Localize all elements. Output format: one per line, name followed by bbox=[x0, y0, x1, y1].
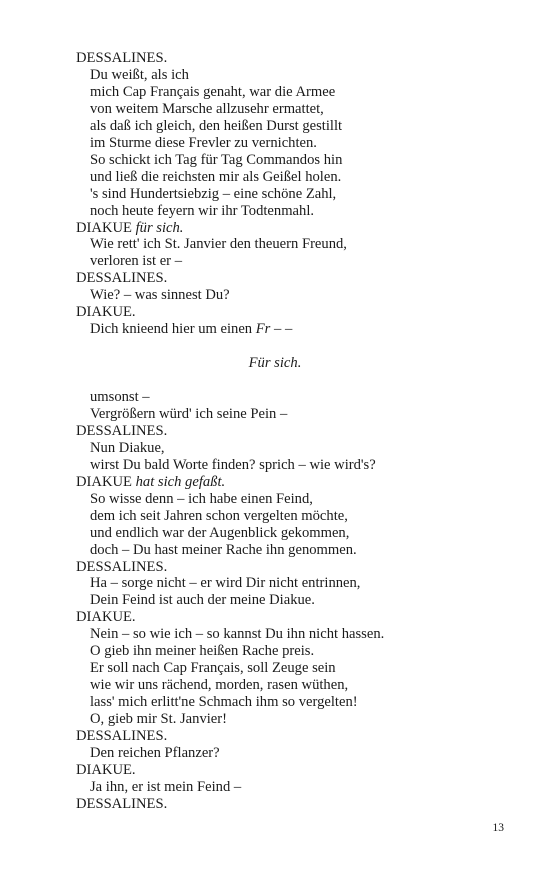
verse-line bbox=[90, 457, 376, 474]
line-text: So schickt ich Tag für Tag Commandos hin bbox=[90, 151, 343, 168]
line-text: DESSALINES. bbox=[76, 422, 168, 439]
line-text: O gieb ihn meiner heißen Rache preis. bbox=[90, 643, 315, 660]
verse-line bbox=[90, 67, 189, 84]
verse-line bbox=[90, 643, 314, 660]
line-text: dem ich seit Jahren schon vergelten möchte, bbox=[90, 507, 348, 524]
line-text: noch heute feyern wir ihr Todtenmahl. bbox=[90, 202, 315, 219]
line-text: Den reichen Pflanzer? bbox=[90, 744, 220, 761]
line-text: verloren ist er – bbox=[90, 253, 182, 270]
line-text: DESSALINES. bbox=[76, 50, 168, 66]
line-text: Ha – sorge nicht – er wird Dir nicht entrinnen, bbox=[90, 575, 361, 592]
verse-line bbox=[90, 169, 341, 186]
verse-line bbox=[90, 592, 315, 609]
line-text: und endlich war der Augenblick gekommen, bbox=[90, 524, 350, 541]
line-text: DESSALINES. bbox=[76, 270, 168, 287]
line-text: DESSALINES. bbox=[76, 558, 168, 575]
line-text: Ja ihn, er ist mein Feind – bbox=[90, 778, 242, 795]
verse-line bbox=[90, 525, 349, 542]
line-text: DIAKUE. bbox=[76, 609, 136, 626]
verse-line bbox=[90, 118, 342, 135]
line-text: im Sturme diese Frevler zu vernichten. bbox=[90, 134, 317, 151]
line-text: – – bbox=[270, 321, 293, 338]
line-text: wirst Du bald Worte finden? sprich – wie wird's? bbox=[90, 456, 376, 473]
verse-line bbox=[90, 626, 384, 643]
line-text: DIAKUE. bbox=[76, 304, 136, 321]
italic-text: Fr bbox=[255, 321, 271, 338]
line-text: DIAKUE. bbox=[76, 761, 136, 778]
verse-line bbox=[90, 745, 220, 762]
italic-text: hat sich gefaßt. bbox=[135, 473, 226, 490]
line-text: Wie? – was sinnest Du? bbox=[90, 287, 230, 304]
line-text: DESSALINES. bbox=[76, 728, 168, 744]
verse-line bbox=[90, 236, 347, 253]
speaker-name bbox=[76, 762, 136, 779]
line-text: mich Cap Français genaht, war die Armee bbox=[90, 83, 336, 100]
speaker-name bbox=[76, 304, 136, 321]
verse-line bbox=[90, 135, 317, 152]
verse-line bbox=[90, 152, 342, 169]
verse-line bbox=[90, 101, 324, 118]
line-text: 's sind Hundertsiebzig – eine schöne Zahl, bbox=[90, 185, 337, 202]
speaker-name bbox=[76, 474, 225, 491]
stage-direction bbox=[0, 355, 550, 372]
verse-line bbox=[90, 660, 336, 677]
verse-line bbox=[90, 711, 227, 728]
line-text: doch – Du hast meiner Rache ihn genommen. bbox=[90, 541, 357, 558]
verse-line bbox=[90, 779, 241, 796]
verse-line bbox=[90, 694, 358, 711]
verse-line bbox=[90, 491, 313, 508]
italic-text: für sich. bbox=[135, 219, 184, 236]
line-text: von weitem Marsche allzusehr ermattet, bbox=[90, 100, 324, 117]
line-text: und ließ die reichsten mir als Geißel holen. bbox=[90, 168, 342, 185]
speaker-name bbox=[76, 270, 167, 287]
verse-line bbox=[90, 440, 165, 457]
line-text: als daß ich gleich, den heißen Durst gestillt bbox=[90, 117, 343, 134]
speaker-name bbox=[76, 728, 167, 745]
verse-line bbox=[90, 575, 360, 592]
speaker-name bbox=[76, 50, 167, 67]
speaker-name bbox=[76, 220, 183, 237]
line-text: Dich knieend hier um einen bbox=[90, 321, 256, 338]
verse-line bbox=[90, 321, 292, 338]
line-text: Er soll nach Cap Français, soll Zeuge sein bbox=[90, 660, 336, 677]
speaker-name bbox=[76, 609, 136, 626]
verse-line bbox=[90, 253, 182, 270]
line-text: Du weißt, als ich bbox=[90, 67, 189, 83]
speaker-name bbox=[76, 559, 167, 576]
line-text: wie wir uns rächend, morden, rasen wüthen, bbox=[90, 677, 349, 694]
verse-line bbox=[90, 186, 336, 203]
verse-line bbox=[90, 84, 335, 101]
verse-line bbox=[90, 389, 150, 406]
verse-line bbox=[90, 287, 230, 304]
line-text: Vergrößern würd' ich seine Pein – bbox=[90, 405, 288, 422]
line-text: Dein Feind ist auch der meine Diakue. bbox=[90, 592, 315, 609]
line-text: So wisse denn – ich habe einen Feind, bbox=[90, 490, 313, 507]
italic-text: Für sich. bbox=[248, 355, 302, 372]
verse-line bbox=[90, 406, 287, 423]
line-text: Nun Diakue, bbox=[90, 439, 165, 456]
line-text: O, gieb mir St. Janvier! bbox=[90, 711, 227, 727]
verse-line bbox=[90, 203, 314, 220]
line-text: Wie rett' ich St. Janvier den theuern Freund, bbox=[90, 236, 347, 253]
line-text: DIAKUE bbox=[76, 219, 136, 236]
line-text: Nein – so wie ich – so kannst Du ihn nicht hassen. bbox=[90, 626, 385, 643]
speaker-name bbox=[76, 796, 167, 813]
verse-line bbox=[90, 508, 348, 525]
line-text: DIAKUE bbox=[76, 473, 136, 490]
verse-line bbox=[90, 677, 348, 694]
line-text: lass' mich erlitt'ne Schmach ihm so vergelten! bbox=[90, 694, 358, 711]
line-text: DESSALINES. bbox=[76, 795, 168, 812]
page-number: 13 bbox=[492, 822, 504, 834]
speaker-name bbox=[76, 423, 167, 440]
line-text: umsonst – bbox=[90, 389, 150, 405]
verse-line bbox=[90, 542, 357, 559]
